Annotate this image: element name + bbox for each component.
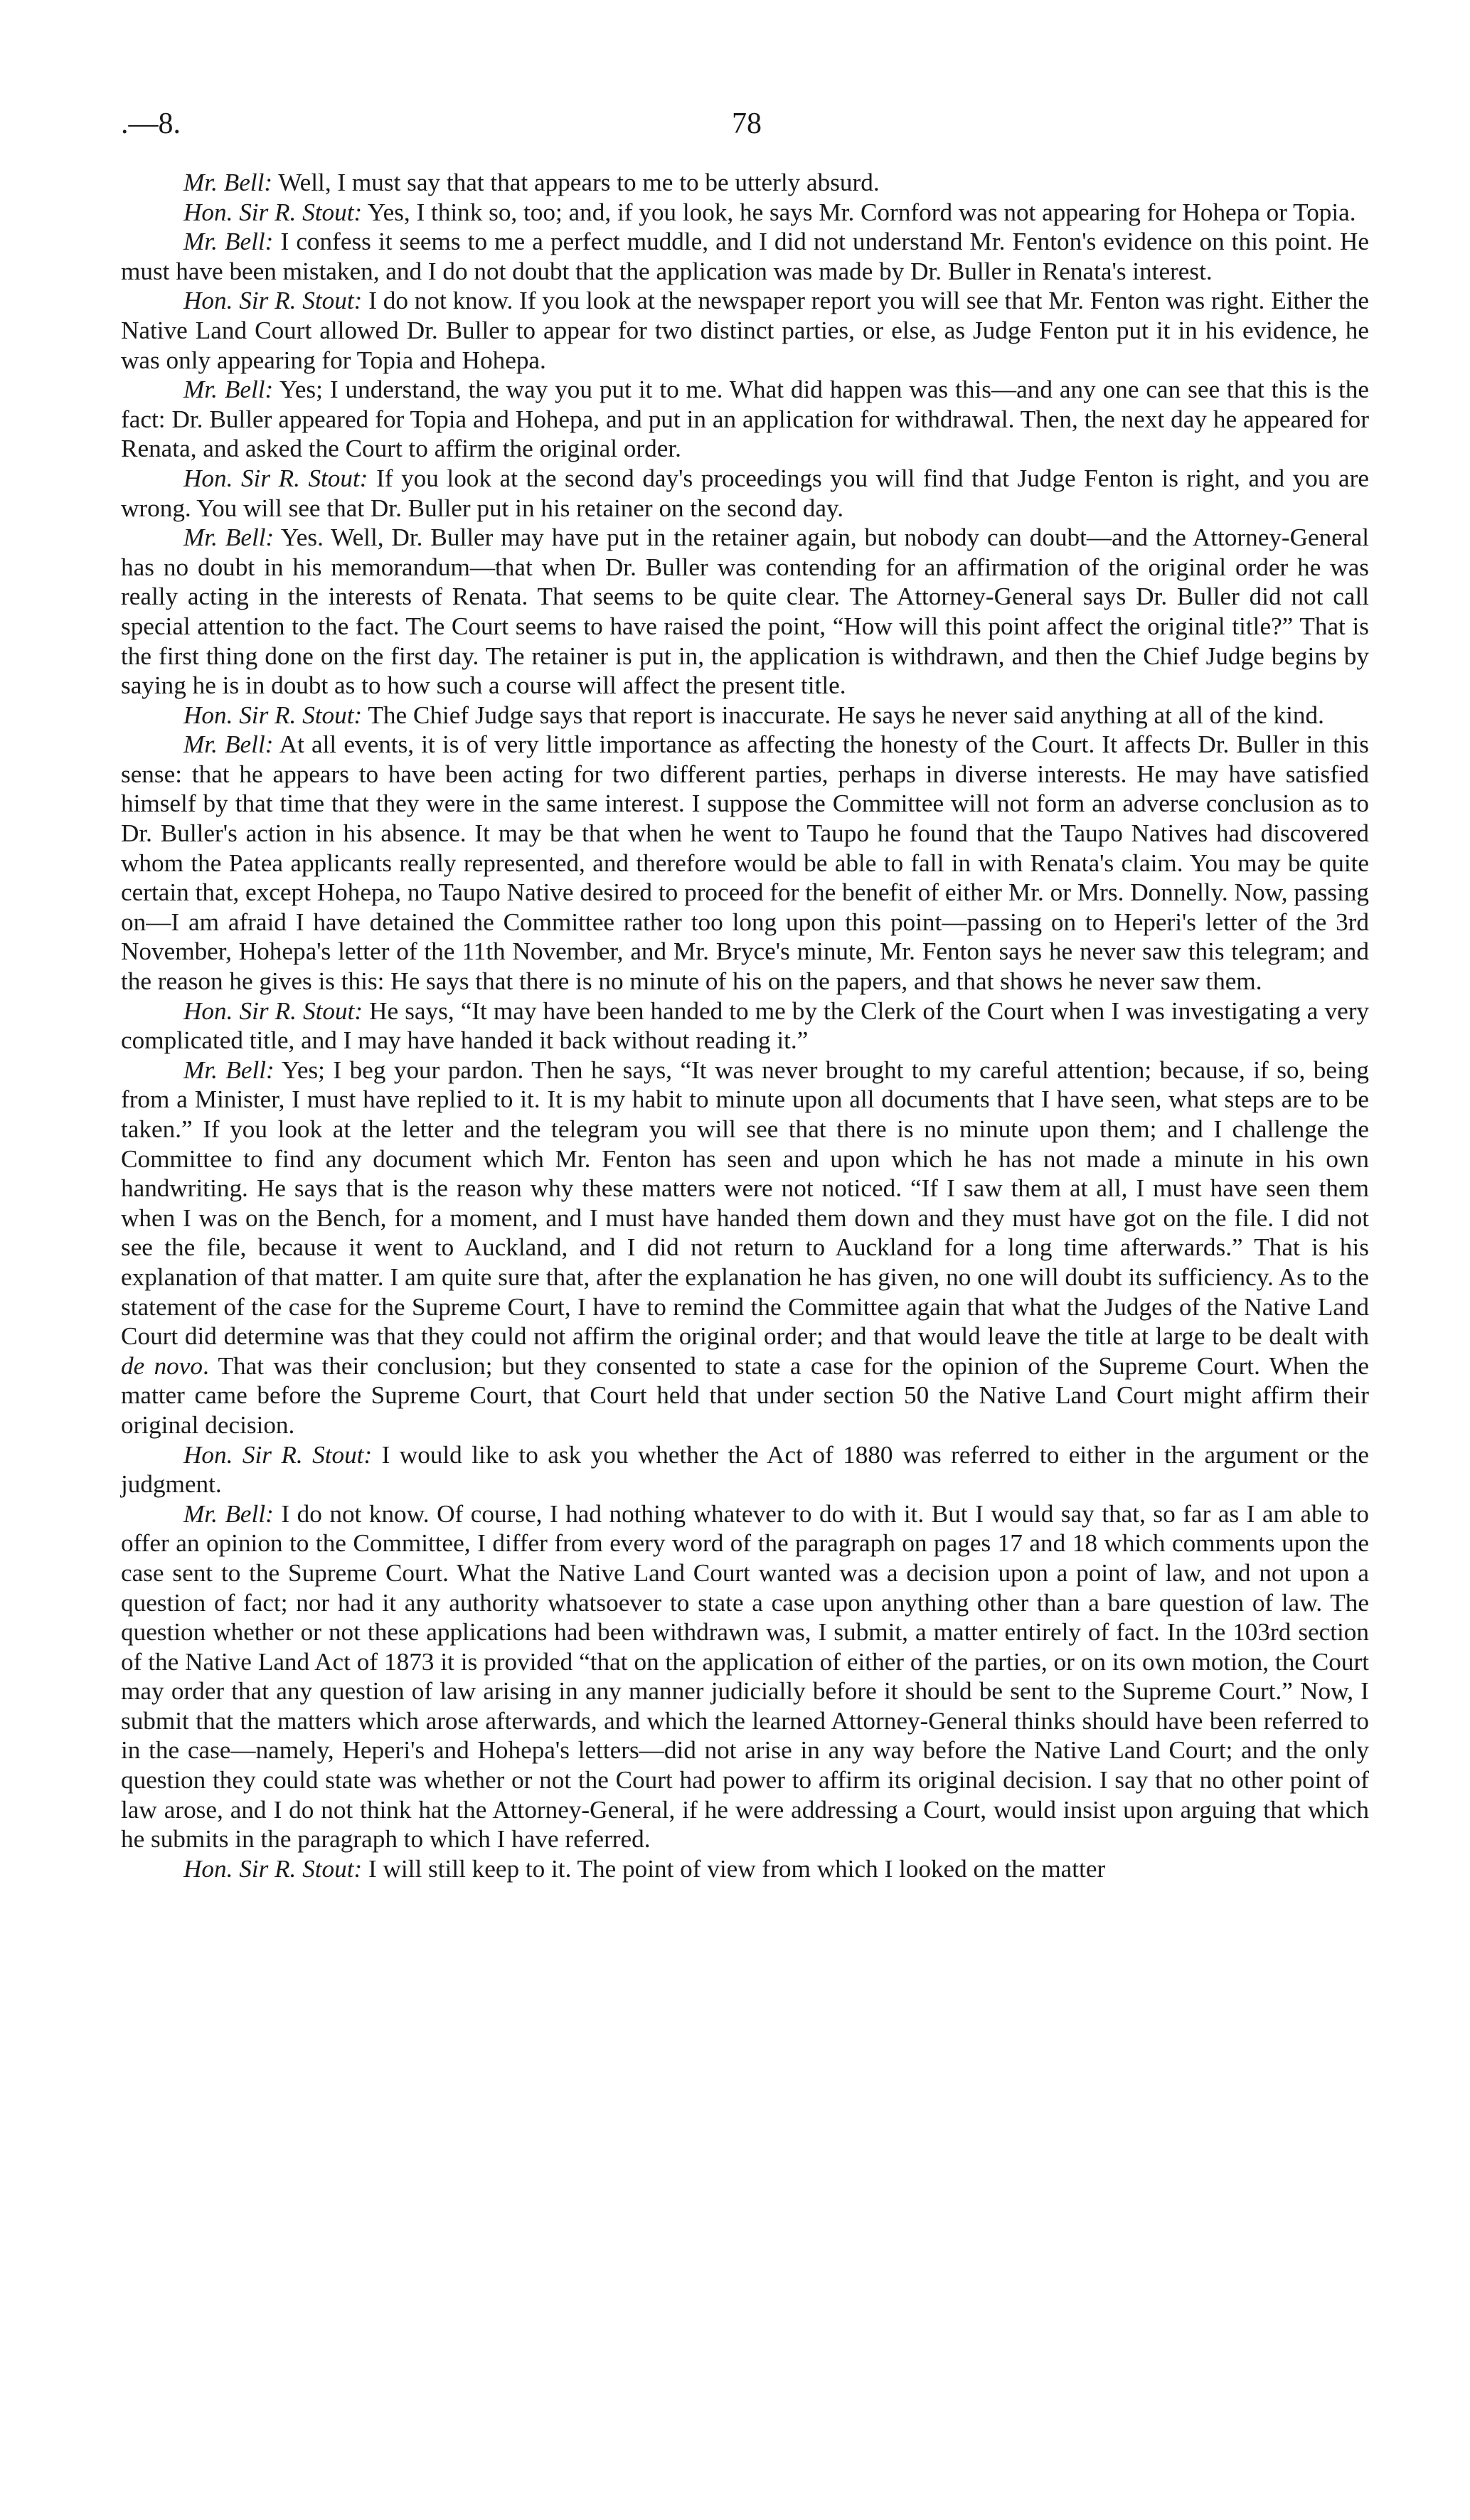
paragraph — [121, 523, 1369, 701]
page-number: 78 — [732, 107, 762, 140]
speaker-name: Mr. Bell: — [183, 228, 274, 256]
paragraph-text: I would like to ask you whether the Act of 1880 was referred to either in the argument or the judgment. — [121, 1440, 1369, 1499]
transcript-body — [121, 168, 1369, 1883]
speaker-name: Hon. Sir R. Stout: — [183, 198, 363, 226]
header-reference: .—8. — [121, 107, 181, 140]
paragraph — [121, 227, 1369, 286]
paragraph-text: The Chief Judge says that report is inaccurate. He says he never said anything at all of the kind. — [368, 701, 1324, 729]
paragraph-text: Yes, I think so, too; and, if you look, he says Mr. Cornford was not appearing for Hohepa or Topia. — [367, 198, 1356, 226]
paragraph-text: I confess it seems to me a perfect muddle, and I did not understand Mr. Fenton's evidence on this point. He must have been mistaken, and I do not doubt that the application was made by Dr. Buller in Renata's interest. — [121, 228, 1369, 285]
paragraph-text: He says, “It may have been handed to me by the Clerk of the Court when I was investigating a very complicated title, and I may have handed it back without reading it.” — [121, 996, 1369, 1055]
paragraph-text: I do not know. If you look at the newspaper report you will see that Mr. Fenton was right. Either the Native Land Court allowed Dr. Buller to appear for two distinct parties, or else, as Judge Fenton put it in his evidence, he was only appearing for Topia and Hohepa. — [121, 287, 1369, 374]
paragraph — [121, 198, 1369, 228]
latin-phrase: de novo — [121, 1351, 203, 1380]
speaker-name: Mr. Bell: — [183, 523, 275, 552]
speaker-name: Hon. Sir R. Stout: — [183, 1854, 363, 1883]
paragraph — [121, 730, 1369, 996]
paragraph — [121, 168, 1369, 198]
paragraph-text: At all events, it is of very little importance as affecting the honesty of the Court. It affects Dr. Buller in this sense: that he appears to have been acting for two different parties, perhaps in diverse interests. He may have satisfied himself by that time that they were in the same interest. I suppose the Committee will not form an adverse conclusion as to Dr. Buller's action in his absence. It may be that when he went to Taupo he found that the Taupo Natives had discovered whom the Patea applicants really represented, and therefore would be able to fall in with Renata's claim. You may be quite certain that, except Hohepa, no Taupo Native desired to proceed for the benefit of either Mr. or Mrs. Donnelly. Now, passing on—I am afraid I have detained the Committee rather too long upon this point—passing on to Heperi's letter of the 3rd November, Hohepa's letter of the 11th November, and Mr. Bryce's minute, Mr. Fenton says he never saw this telegram; and the reason he gives is this: He says that there is no minute of his on the papers, and that shows he never saw them. — [121, 730, 1369, 996]
paragraph-text: Well, I must say that that appears to me to be utterly absurd. — [278, 169, 880, 196]
paragraph — [121, 1854, 1369, 1884]
paragraph-text: Yes; I beg your pardon. Then he says, “It was never brought to my careful attention; because, if so, being from a Minister, I must have replied to it. It is my habit to minute upon all documents that I have seen, what steps are to be taken.” If you look at the letter and the telegram you will see that there is no minute upon them; and I challenge the Committee to find any document which Mr. Fenton has seen and upon which he has not made a minute in his own handwriting. He says that is the reason why these matters were not noticed. “If I saw them at all, I must have seen them when I was on the Bench, for a moment, and I must have handed them down and they must have got on the file. I did not see the file, because it went to Auckland, and I did not return to Auckland for a long time afterwards.” That is his explanation of that matter. I am quite sure that, after the explanation he has given, no one will doubt its sufficiency. As to the statement of the case for the Supreme Court, I have to remind the Committee again that what the Judges of the Native Land Court did determine was that they could not affirm the original order; and that would leave the title at large to be dealt with — [121, 1056, 1369, 1351]
speaker-name: Mr. Bell: — [183, 169, 273, 196]
paragraph — [121, 1440, 1369, 1499]
paragraph-text: I do not know. Of course, I had nothing whatever to do with it. But I would say that, so far as I am able to offer an opinion to the Committee, I differ from every word of the paragraph on pages 17 and 18 which comments upon the case sent to the Supreme Court. What the Native Land Court wanted was a decision upon a point of law, and not upon a question of fact; nor had it any authority whatsoever to state a case upon anything other than a bare question of law. The question whether or not these applications had been withdrawn was, I submit, a matter entirely of fact. In the 103rd section of the Native Land Act of 1873 it is provided “that on the application of either of the parties, or on its own motion, the Court may order that any question of law arising in any manner judicially before it should be sent to the Supreme Court.” Now, I submit that the matters which arose afterwards, and which the learned Attorney-General thinks should have been referred to in the case—namely, Heperi's and Hohepa's letters—did not arise in any way before the Native Land Court; and the only question they could state was whether or not the Court had power to affirm its original decision. I say that no other point of law arose, and I do not think hat the Attorney-General, if he were addressing a Court, would insist upon arguing that which he submits in the paragraph to which I have referred. — [121, 1499, 1369, 1854]
speaker-name: Hon. Sir R. Stout: — [183, 287, 363, 315]
paragraph-text: Yes; I understand, the way you put it to me. What did happen was this—and any one can see that this is the fact: Dr. Buller appeared for Topia and Hohepa, and put in an application for withdrawal. Then, the next day he appeared for Renata, and asked the Court to affirm the original order. — [121, 376, 1369, 463]
speaker-name: Mr. Bell: — [183, 730, 274, 759]
paragraph — [121, 375, 1369, 464]
paragraph-text: Yes. Well, Dr. Buller may have put in the retainer again, but nobody can doubt—and the Attorney-General has no doubt in his memorandum—that when Dr. Buller was contending for an affirmation of the original order he was really acting in the interests of Renata. That seems to be quite clear. The Attorney-General says Dr. Buller did not call special attention to the fact. The Court seems to have raised the point, “How will this point affect the original title?” That is the first thing done on the first day. The retainer is put in, the application is withdrawn, and then the Chief Judge begins by saying he is in doubt as to how such a course will affect the present title. — [121, 523, 1369, 700]
speaker-name: Hon. Sir R. Stout: — [183, 701, 363, 729]
paragraph — [121, 1056, 1369, 1440]
speaker-name: Mr. Bell: — [183, 376, 274, 404]
paragraph-text: I will still keep to it. The point of view from which I looked on the matter — [368, 1854, 1106, 1883]
page-header — [121, 107, 1373, 149]
speaker-name: Hon. Sir R. Stout: — [183, 996, 363, 1025]
paragraph — [121, 1499, 1369, 1854]
paragraph — [121, 701, 1369, 730]
speaker-name: Hon. Sir R. Stout: — [183, 1440, 373, 1469]
speaker-name: Mr. Bell: — [183, 1499, 274, 1528]
paragraph — [121, 464, 1369, 523]
speaker-name: Mr. Bell: — [183, 1056, 275, 1084]
speaker-name: Hon. Sir R. Stout: — [183, 464, 368, 492]
paragraph-text: If you look at the second day's proceedings you will find that Judge Fenton is right, and you are wrong. You will see that Dr. Buller put in his retainer on the second day. — [121, 464, 1370, 522]
paragraph-text: . That was their conclusion; but they consented to state a case for the opinion of the Supreme Court. When the matter came before the Supreme Court, that Court held that under section 50 the Native Land Court might affirm their original decision. — [121, 1351, 1369, 1439]
paragraph — [121, 996, 1369, 1056]
paragraph — [121, 286, 1369, 375]
